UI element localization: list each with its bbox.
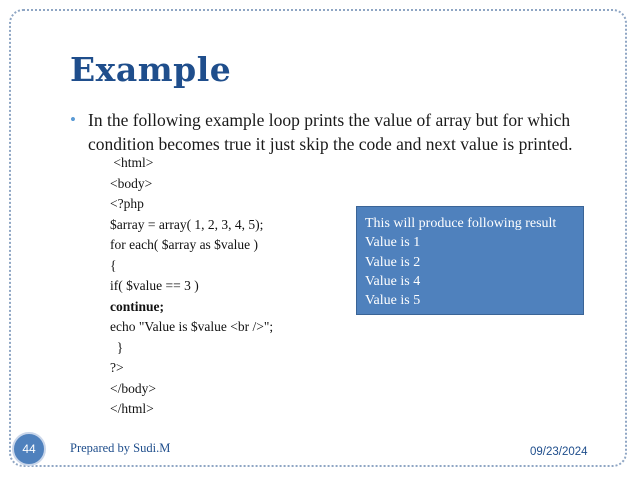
result-line: Value is 2 bbox=[365, 254, 421, 270]
bullet-text: In the following example loop prints the value of array but for which condition becomes true it just skip the code and next value is printed. bbox=[88, 110, 573, 154]
code-line: <body> bbox=[110, 175, 153, 191]
code-line: } bbox=[110, 339, 124, 355]
result-heading: This will produce following result bbox=[365, 216, 557, 231]
code-line: for each( $array as $value ) bbox=[110, 237, 259, 252]
code-line: </html> bbox=[110, 401, 154, 416]
result-line: Value is 1 bbox=[365, 235, 421, 251]
code-line: <?php bbox=[110, 196, 144, 211]
result-line: Value is 5 bbox=[365, 293, 421, 309]
footer-date: 09/23/2024 bbox=[530, 446, 588, 458]
code-line: ?> bbox=[110, 360, 124, 375]
code-line: <html> bbox=[110, 155, 154, 170]
code-line: { bbox=[110, 257, 117, 273]
slide-title: Example bbox=[70, 50, 232, 89]
bullet-point bbox=[70, 108, 580, 156]
code-line-continue: continue; bbox=[110, 298, 164, 314]
slide-number-badge: 44 bbox=[12, 432, 46, 466]
bullet-icon: • bbox=[70, 110, 76, 129]
code-line: $array = array( 1, 2, 3, 4, 5); bbox=[110, 216, 264, 232]
code-line: if( $value == 3 ) bbox=[110, 278, 199, 293]
result-line: Value is 4 bbox=[365, 273, 421, 289]
code-block bbox=[110, 153, 273, 420]
code-line: </body> bbox=[110, 380, 156, 396]
result-box bbox=[356, 206, 584, 315]
code-line: echo "Value is $value <br />"; bbox=[110, 319, 274, 334]
footer-author: Prepared by Sudi.M bbox=[70, 441, 171, 455]
